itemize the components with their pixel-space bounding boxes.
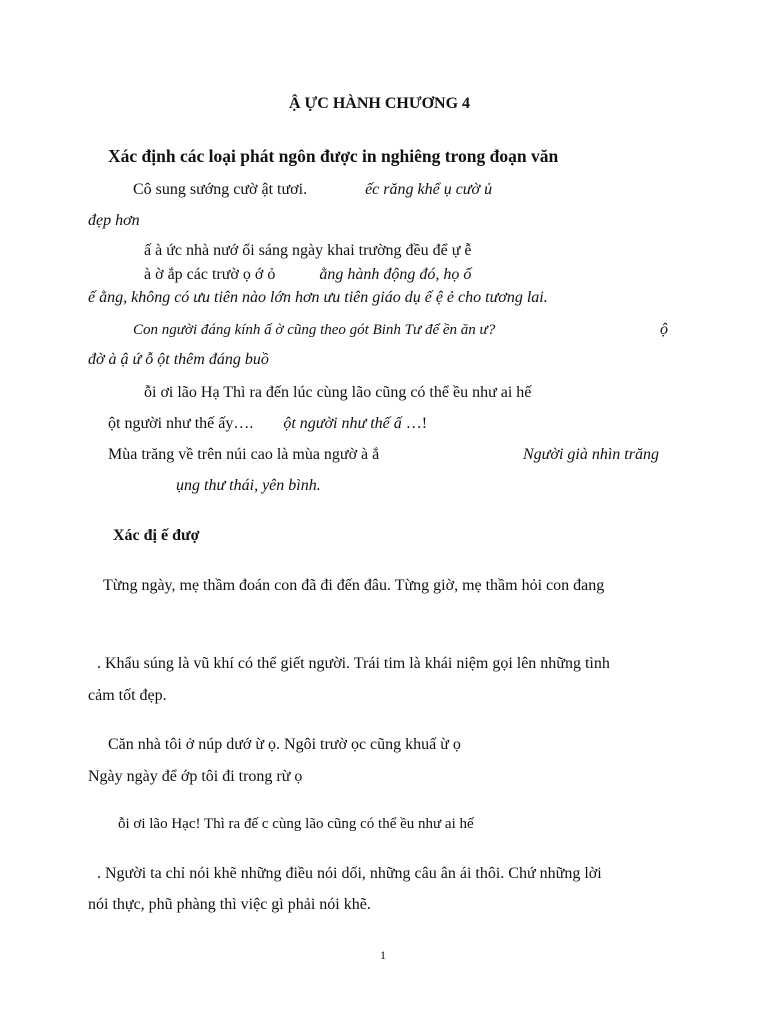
s1-line-5: ế ằng, không có ưu tiên nào lớn hơn ưu tiên giáo dụ ế ệ ẻ cho tương lai. <box>88 289 548 306</box>
section2-heading: Xác đị ế đượ <box>113 527 200 544</box>
page-number: 1 <box>380 948 386 962</box>
s1-line-3: ấ à ức nhà nướ ổi sáng ngày khai trường đều để ự ễ <box>144 242 472 259</box>
s2-line-2: . Khẩu súng là vũ khí có thể giết người. Trái tim là khái niệm gọi lên những tình <box>97 655 610 672</box>
s1-line-10: Mùa trăng về trên núi cao là mùa ngườ à ắ <box>108 446 380 463</box>
s1-line-6: Con người đáng kính ấ ờ cũng theo gót Binh Tư để ền ăn ư? <box>133 322 496 338</box>
s1-line-6-end: ộ <box>660 321 668 338</box>
s2-line-6: ỗi ơi lão Hạc! Thì ra đế c cùng lão cũng có thể ều như ai hế <box>118 816 474 832</box>
page-title: Ậ ỰC HÀNH CHƯƠNG 4 <box>289 95 471 112</box>
s1-line-2: đẹp hơn <box>88 212 140 229</box>
s1-line-4: à ờ ắp các trườ ọ ớ ỏ ằng hành động đó, họ ố <box>144 266 472 283</box>
s2-line-3: cảm tốt đẹp. <box>88 687 167 704</box>
s1-line-9: ột người như thế ấy…. ột người như thế ấ …! <box>108 415 428 432</box>
s1-line-8: ỗi ơi lão Hạ Thì ra đến lúc cùng lão cũng có thể ều như ai hế <box>144 384 532 401</box>
s2-line-7: . Người ta chỉ nói khẽ những điều nói dối, những câu ân ái thôi. Chứ những lời <box>97 865 602 882</box>
s2-line-8: nói thực, phũ phàng thì việc gì phải nói khẽ. <box>88 896 371 913</box>
s1-line-11: ụng thư thái, yên bình. <box>176 477 321 494</box>
s2-line-5: Ngày ngày để ớp tôi đi trong rừ ọ <box>88 768 303 785</box>
section1-heading: Xác định các loại phát ngôn được in nghiêng trong đoạn văn <box>108 146 559 166</box>
s2-line-4: Căn nhà tôi ở núp dướ ừ ọ. Ngôi trườ ọc cũng khuấ ừ ọ <box>108 736 461 753</box>
s1-line-10-italic: Người già nhìn trăng <box>523 446 659 463</box>
s1-line-1: Cô sung sướng cườ ật tươi. ếc răng khể ụ cườ ủ <box>133 181 493 198</box>
s1-line-7: đờ à ậ ứ ỗ ột thêm đáng buồ <box>88 351 269 368</box>
s2-line-1: Từng ngày, mẹ thầm đoán con đã đi đến đâu. Từng giờ, mẹ thầm hỏi con đang <box>103 577 605 594</box>
